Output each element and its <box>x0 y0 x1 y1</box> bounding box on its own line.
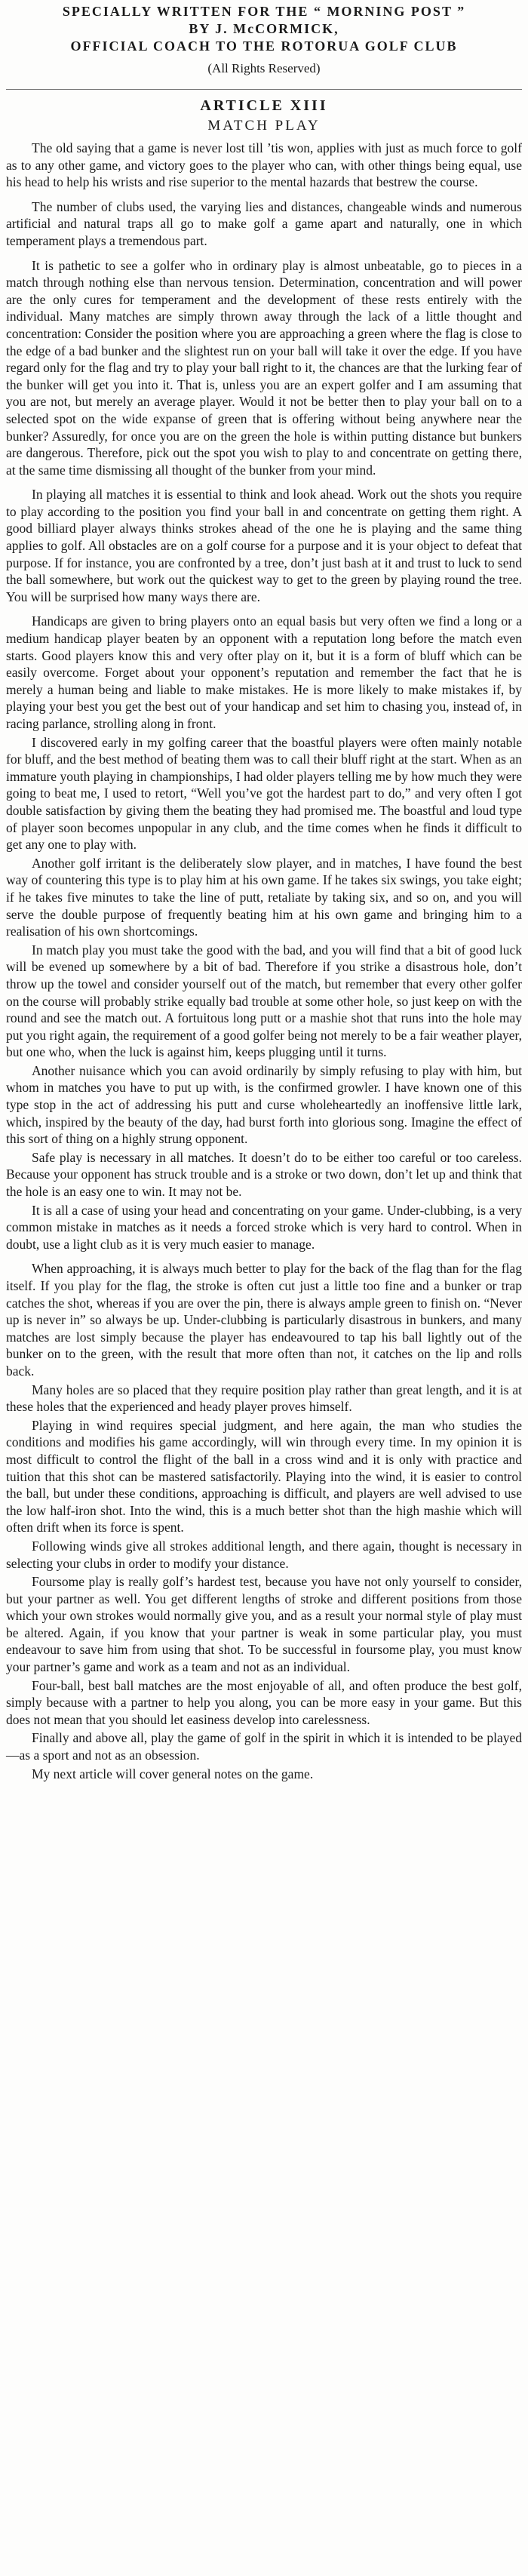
paragraph: Four-ball, best ball matches are the most enjoyable of all, and often produce the best golf, simply because with a partner to help you along, you can be more easy in your game. But this does not mean that you should let easiness develop into carelessness. <box>6 1677 522 1727</box>
paragraph: Many holes are so placed that they require position play rather than great length, and it is at these holes that the experienced and heady player proves himself. <box>6 1382 522 1415</box>
article-number: ARTICLE XIII <box>200 97 328 114</box>
byline-author: BY J. McCORMICK, <box>189 21 339 36</box>
divider <box>6 89 522 90</box>
paragraph: The number of clubs used, the varying lies and distances, changeable winds and numerous artificial and natural traps all go to make golf a game apart and naturally, one in which temperament plays a tremendous part. <box>6 198 522 248</box>
paragraph: It is pathetic to see a golfer who in ordinary play is almost unbeatable, go to pieces in a match through nothing else than nervous tension. Determination, concentration and will power are the only cures for temperament and the development of these rests entirely with the individual. Many matches are simply thrown away through the lack of a little thought and concentration: Consider the position where you are approaching a green where the flag is close to the edge of a bad bunker and the slightest run on your ball will take it over the edge. If you have regard only for the flag and try to play your ball right to it, the chances are that the lurking fear of the bunker will get you into it. That is, unless you are an expert golfer and I am assuming that you are not, but merely an average player. Would it not be better then to play your ball on to a selected spot on the wide expanse of green that is offering without being anywhere near the bunker? Assuredly, for once you are on the green the hole is within putting distance but bunkers are dangerous. Therefore, pick out the spot you wish to play to and concentrate on getting there, at the same time dismissing all thought of the bunker from your mind. <box>6 257 522 478</box>
closing-note: My next article will cover general notes on the game. <box>32 1766 314 1781</box>
article-header <box>6 3 522 77</box>
article-body <box>6 140 522 1782</box>
paragraph: Safe play is necessary in all matches. It doesn’t do to be either too careful or too careless. Because your opponent has struck trouble and is a stroke or two down, don’t let up and think that the hole is an easy one to win. It may not be. <box>6 1149 522 1200</box>
paragraph: Following winds give all strokes additional length, and there again, thought is necessary in selecting your clubs in order to modify your distance. <box>6 1538 522 1571</box>
paragraph: Foursome play is really golf’s hardest test, because you have not only yourself to consider, but your partner as well. You get different lengths of stroke and different positions from those which your own strokes would normally give you, and as a result your normal style of play must be altered. Again, if you know that your partner is weak in some particular play, you must endeavour to save him from using that shot. To be successful in foursome play, you must know your partner’s game and work as a team and not as an individual. <box>6 1574 522 1675</box>
paragraph: Playing in wind requires special judgment, and here again, the man who studies the conditions and modifies his game accordingly, will win through every time. In my opinion it is most difficult to control the flight of the ball in a cross wind and it is only with practice and tuition that this shot can be mastered satisfactorily. Playing into the wind, it is easier to control the ball, but under these conditions, approaching is difficult, and players are well advised to use the low half-iron shot. Into the wind, this is a much better shot than the high mashie which will often drift when its force is spent. <box>6 1417 522 1535</box>
paragraph: Finally and above all, play the game of golf in the spirit in which it is intended to be played—as a sport and not as an obsession. <box>6 1730 522 1763</box>
byline-affiliation: OFFICIAL COACH TO THE ROTORUA GOLF CLUB <box>70 38 458 54</box>
paragraph: I discovered early in my golfing career that the boastful players were often mainly notable for bluff, and the best method of beating them was to call their bluff right at the start. When as an immature youth playing in championships, I had older players telling me by how much they were going to beat me, I used to retort, “Well you’ve got the hardest part to do,” and very often I got double satisfaction by giving them the beating they had promised me. The boastful and loud type of player soon becomes unpopular in any club, and the time comes when he finds it difficult to get any one to play with. <box>6 734 522 853</box>
paragraph: In match play you must take the good with the bad, and you will find that a bit of good luck will be evened up somewhere by a bit of bad. Therefore if you strike a disastrous hole, don’t throw up the towel and consider yourself out of the match, but remember that every other golfer on the course will probably strike equally bad trouble at some other hole, so just keep on with the round and see the match out. A fortuitous long putt or a mashie shot that runs into the hole may put you right again, the requirement of a good golfer being not merely to be a fair weather player, but one who, when the luck is against him, keeps plugging until it turns. <box>6 942 522 1060</box>
byline-special: SPECIALLY WRITTEN FOR THE “ MORNING POST ” <box>62 4 466 19</box>
rights-notice: (All Rights Reserved) <box>207 61 321 75</box>
paragraph: Another nuisance which you can avoid ordinarily by simply refusing to play with him, but whom in matches you have to put up with, is the confirmed growler. I have known one of this type stop in the act of addressing his putt and curse wholeheartedly an inoffensive little lark, which, inspired by the beauty of the day, had burst forth into glorious song. Imagine the effect of this sort of thing on a highly strung opponent. <box>6 1062 522 1147</box>
paragraph: When approaching, it is always much better to play for the back of the flag than for the flag itself. If you play for the flag, the stroke is often cut just a little too fine and a bunker or trap catches the shot, whereas if you are over the pin, there is always ample green to finish on. “Never up is never in” so always be up. Under-clubbing is particularly disastrous in bunkers, and many matches are lost simply because the player has endeavoured to tap his ball lightly out of the bunker on to the green, with the result that more often than not, it catches on the lip and rolls back. <box>6 1261 522 1379</box>
paragraph: The old saying that a game is never lost till ’tis won, applies with just as much force to golf as to any other game, and victory goes to the player who can, with other things being equal, use his head to help his wrists and rise superior to the mental hazards that bestrew the course. <box>6 140 522 190</box>
paragraph: Another golf irritant is the deliberately slow player, and in matches, I have found the best way of countering this type is to play him at his own game. If he takes six swings, you take eight; if he takes five minutes to take the line of putt, retaliate by taking six, and so on, and you will serve the double purpose of frequently beating him at his own game and bringing him to a realisation of his own shortcomings. <box>6 855 522 939</box>
paragraph: Handicaps are given to bring players onto an equal basis but very often we find a long or a medium handicap player beaten by an opponent with a reputation long before the match even starts. Good players know this and very ofter play on it, but it is a form of bluff which can be easily overcome. Forget about your opponent’s reputation and remember the fact that he is merely a human being and liable to make mistakes. He is more likely to make mistakes if, by playing your best you get the best out of your handicap and set him to chasing you, instead of, in racing parlance, strolling along in front. <box>6 613 522 731</box>
article-title: MATCH PLAY <box>207 118 321 134</box>
paragraph: It is all a case of using your head and concentrating on your game. Under-clubbing, is a very common mistake in matches as it needs a forced stroke which is very hard to control. When in doubt, use a light club as it is very much easier to manage. <box>6 1202 522 1252</box>
paragraph: In playing all matches it is essential to think and look ahead. Work out the shots you require to play according to the position you find your ball in and concentrate on getting them right. A good billiard player always thinks strokes ahead of the one he is playing and the same thing applies to golf. All obstacles are on a golf course for a purpose and it is your object to defeat that purpose. If for instance, you are confronted by a tree, don’t just bash at it and trust to luck to send the ball somewhere, but work out the quickest way to get to the green by playing round the tree. You will be surprised how many ways there are. <box>6 487 522 604</box>
